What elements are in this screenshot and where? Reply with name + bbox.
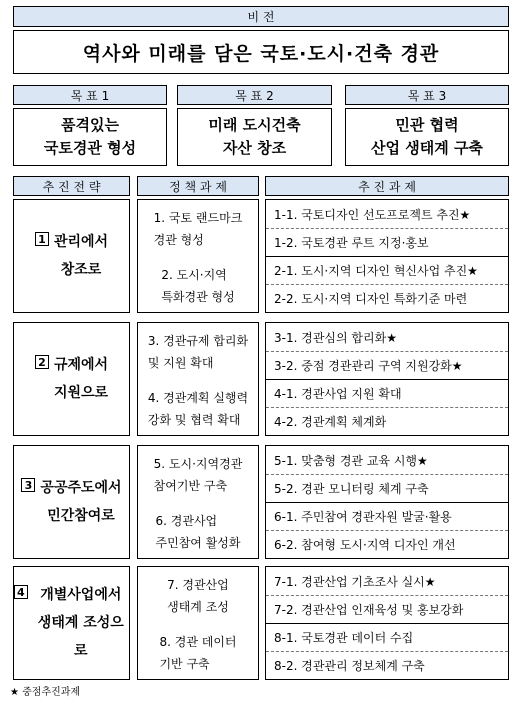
strategy-2-tasks <box>265 322 509 436</box>
goal-3-text: 민관 협력 산업 생태계 구축 <box>371 116 483 157</box>
strategy-1-tasks <box>265 199 509 313</box>
policy-item <box>138 446 258 503</box>
goal-3-box <box>345 108 509 166</box>
policy-2-text: 2. 도시·지역 특화경관 형성 <box>161 267 235 304</box>
task-4-2: 4-2. 경관계획 체계화 <box>266 407 508 435</box>
strategy-3-number: 3 <box>21 478 35 492</box>
vision-text: 역사와 미래를 담은 국토·도시·건축 경관 <box>82 42 440 65</box>
strategy-4-label: 개별사업에서 생태계 조성으로 <box>37 587 124 659</box>
strategy-3-label: 공공주도에서 민간참여로 <box>40 480 122 524</box>
strategy-4-box <box>13 566 130 680</box>
policy-5-text: 5. 도시·지역경관 참여기반 구축 <box>153 456 243 493</box>
policy-column-header: 정 책 과 제 <box>137 176 259 196</box>
policy-4-text: 4. 경관계획 실행력 강화 및 협력 확대 <box>147 390 249 427</box>
goal-2-header: 목 표 2 <box>177 85 332 105</box>
policy-item <box>138 624 258 681</box>
goal-2-text: 미래 도시건축 자산 창조 <box>208 116 301 157</box>
strategy-2-label: 규제에서 지원으로 <box>53 357 109 401</box>
strategy-4-policies <box>137 566 259 680</box>
policy-8-text: 8. 경관 데이터 기반 구축 <box>159 634 237 671</box>
policy-1-text: 1. 국토 랜드마크 경관 형성 <box>153 210 243 247</box>
task-1-1: 1-1. 국토디자인 선도프로젝트 추진★ <box>274 207 471 222</box>
task-6-1: 6-1. 주민참여 경관자원 발굴·활용 <box>266 502 508 530</box>
goal-1-box <box>13 108 167 166</box>
strategy-3-policies <box>137 445 259 559</box>
task-8-1: 8-1. 국토경관 데이터 수집 <box>266 623 508 651</box>
policy-item <box>138 380 258 437</box>
tasks-column-header: 추 진 과 제 <box>265 176 509 196</box>
task-3-1: 3-1. 경관심의 합리화★ <box>274 330 397 345</box>
task-3-2: 3-2. 중점 경관관리 구역 지원강화★ <box>266 351 508 379</box>
task-1-2: 1-2. 국토경관 루트 지정·홍보 <box>266 228 508 256</box>
footnote: ★ 중점추진과제 <box>10 687 81 698</box>
strategy-3-box <box>13 445 130 559</box>
policy-item <box>138 257 258 314</box>
vision-box <box>13 30 509 74</box>
task-8-2: 8-2. 경관관리 정보체계 구축 <box>266 651 508 679</box>
policy-6-text: 6. 경관사업 주민참여 활성화 <box>155 513 241 550</box>
goal-3-header: 목 표 3 <box>345 85 509 105</box>
goal-1-text: 품격있는 국토경관 형성 <box>43 116 137 157</box>
task-4-1: 4-1. 경관사업 지원 확대 <box>266 379 508 407</box>
strategy-1-box <box>13 199 130 313</box>
strategy-4-number: 4 <box>14 585 28 599</box>
strategy-2-box <box>13 322 130 436</box>
strategy-2-policies <box>137 322 259 436</box>
task-5-2: 5-2. 경관 모니터링 체계 구축 <box>266 474 508 502</box>
strategy-1-label: 관리에서 창조로 <box>53 234 109 278</box>
policy-3-text: 3. 경관규제 합리화 및 지원 확대 <box>147 333 249 370</box>
strategy-1-number: 1 <box>35 232 49 246</box>
policy-item <box>138 200 258 257</box>
task-7-2: 7-2. 경관산업 인재육성 및 홍보강화 <box>266 595 508 623</box>
task-6-2: 6-2. 참여형 도시·지역 디자인 개선 <box>266 530 508 558</box>
task-2-1: 2-1. 도시·지역 디자인 혁신사업 추진★ <box>266 256 508 284</box>
policy-7-text: 7. 경관산업 생태계 조성 <box>167 577 229 614</box>
strategy-3-tasks <box>265 445 509 559</box>
strategy-1-policies <box>137 199 259 313</box>
strategy-4-tasks <box>265 566 509 680</box>
goal-2-box <box>177 108 332 166</box>
policy-item <box>138 323 258 380</box>
vision-header: 비 전 <box>13 6 509 27</box>
task-7-1: 7-1. 경관산업 기초조사 실시★ <box>274 574 436 589</box>
task-2-2: 2-2. 도시·지역 디자인 특화기준 마련 <box>266 284 508 312</box>
strategy-column-header: 추 진 전 략 <box>13 176 130 196</box>
policy-item <box>138 503 258 560</box>
task-5-1: 5-1. 맞춤형 경관 교육 시행★ <box>274 453 428 468</box>
policy-item <box>138 567 258 624</box>
strategy-2-number: 2 <box>35 355 49 369</box>
goal-1-header: 목 표 1 <box>13 85 167 105</box>
